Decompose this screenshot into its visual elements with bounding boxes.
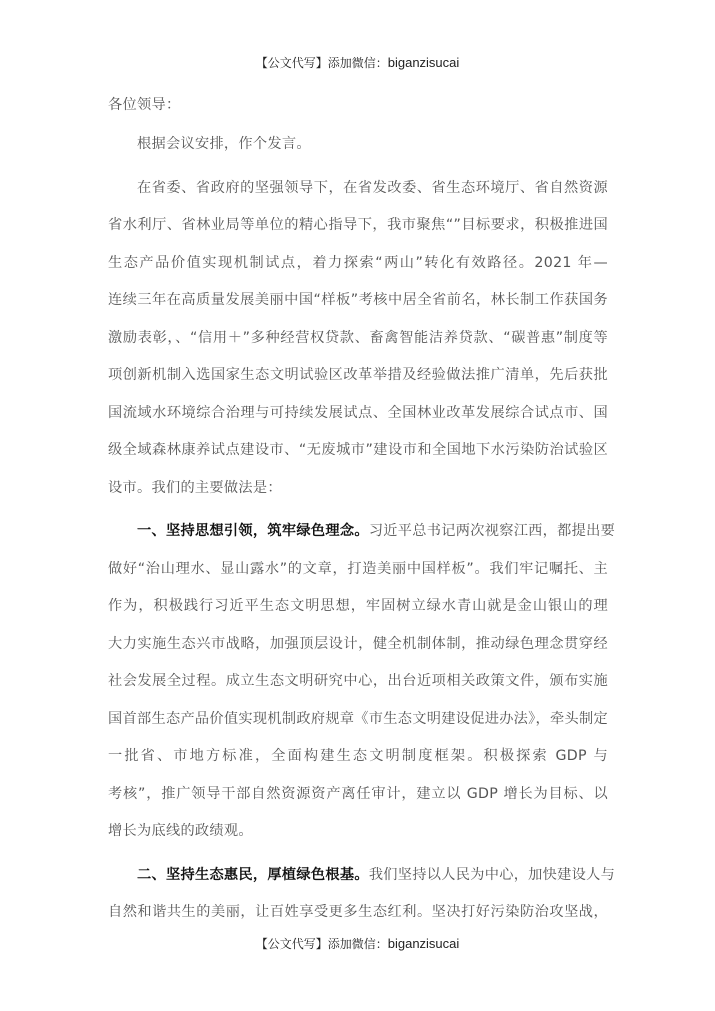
paragraph-line: 激励表彰，、“信用＋”多种经营权贷款、畜禽智能洁养贷款、“碳普惠”制度等 — [108, 329, 608, 346]
header-wechat-id: biganzisucai — [387, 55, 460, 70]
section-1 — [108, 513, 616, 851]
paragraph-line: 考核”，推广领导干部自然资源资产离任审计，建立以 GDP 增长为目标、以 — [108, 785, 608, 802]
section-2 — [108, 857, 616, 932]
footer-wechat-id: biganzisucai — [387, 936, 460, 951]
paragraph-line: 大力实施生态兴市战略，加强顶层设计，健全机制体制，推动绿色理念贯穿经 — [108, 635, 608, 652]
paragraph-line: 做好“治山理水、显山露水”的文章，打造美丽中国样板”。我们牢记嘱托、主 — [108, 560, 608, 577]
header-label: 【公文代写】添加微信： — [255, 56, 388, 70]
footer-label: 【公文代写】添加微信： — [255, 937, 388, 951]
section-1-lead-text: 习近平总书记两次视察江西，都提出要 — [368, 523, 616, 539]
paragraph-line: 作为，积极践行习近平生态文明思想，牢固树立绿水青山就是金山银山的理 — [108, 598, 608, 614]
paragraph-line: 连续三年在高质量发展美丽中国“样板”考核中居全省前名，林长制工作获国务 — [108, 292, 608, 308]
greeting: 各位领导： — [108, 97, 181, 113]
paragraph-line: 社会发展全过程。成立生态文明研究中心，出台近项相关政策文件，颁布实施 — [108, 673, 608, 689]
paragraph-line: 增长为底线的政绩观。 — [108, 823, 253, 839]
paragraph-line: 级全域森林康养试点建设市、“无废城市”建设市和全国地下水污染防治试验区 — [108, 442, 608, 458]
section-1-heading: 一、坚持思想引领，筑牢绿色理念。 — [137, 523, 369, 539]
paragraph-line: 在省委、省政府的坚强领导下，在省发改委、省生态环境厅、省自然资源 — [137, 179, 608, 196]
paragraph-line: 生态产品价值实现机制试点，着力探索“两山”转化有效路径。2021 年— — [108, 254, 608, 271]
section-2-lead-text: 我们坚持以人民为中心，加快建设人与 — [368, 866, 616, 883]
paragraph-line: 国流域水环境综合治理与可持续发展试点、全国林业改革发展综合试点市、国 — [108, 404, 608, 421]
paragraph-line: 项创新机制入选国家生态文明试验区改革举措及经验做法推广清单，先后获批 — [108, 367, 608, 383]
paragraph-line: 一批省、市地方标准，全面构建生态文明制度框架。积极探索 GDP 与 — [108, 748, 608, 764]
paragraph-line: 设市。我们的主要做法是： — [108, 479, 282, 496]
page-header — [0, 54, 715, 71]
section-2-heading: 二、坚持生态惠民，厚植绿色根基。 — [137, 866, 369, 883]
intro-line: 根据会议安排，作个发言。 — [137, 136, 311, 152]
document-body — [108, 90, 616, 932]
paragraph-line: 国首部生态产品价值实现机制政府规章《市生态文明建设促进办法》，牵头制定 — [108, 710, 608, 727]
paragraph-line: 省水利厅、省林业局等单位的精心指导下，我市聚焦“”目标要求，积极推进国 — [108, 217, 608, 233]
section-2-first-line — [108, 857, 616, 895]
page-footer — [0, 935, 715, 952]
section-1-first-line — [108, 513, 616, 551]
paragraph-line: 自然和谐共生的美丽，让百姓享受更多生态红利。坚决打好污染防治攻坚战， — [108, 904, 608, 920]
paragraph-1 — [108, 170, 608, 508]
